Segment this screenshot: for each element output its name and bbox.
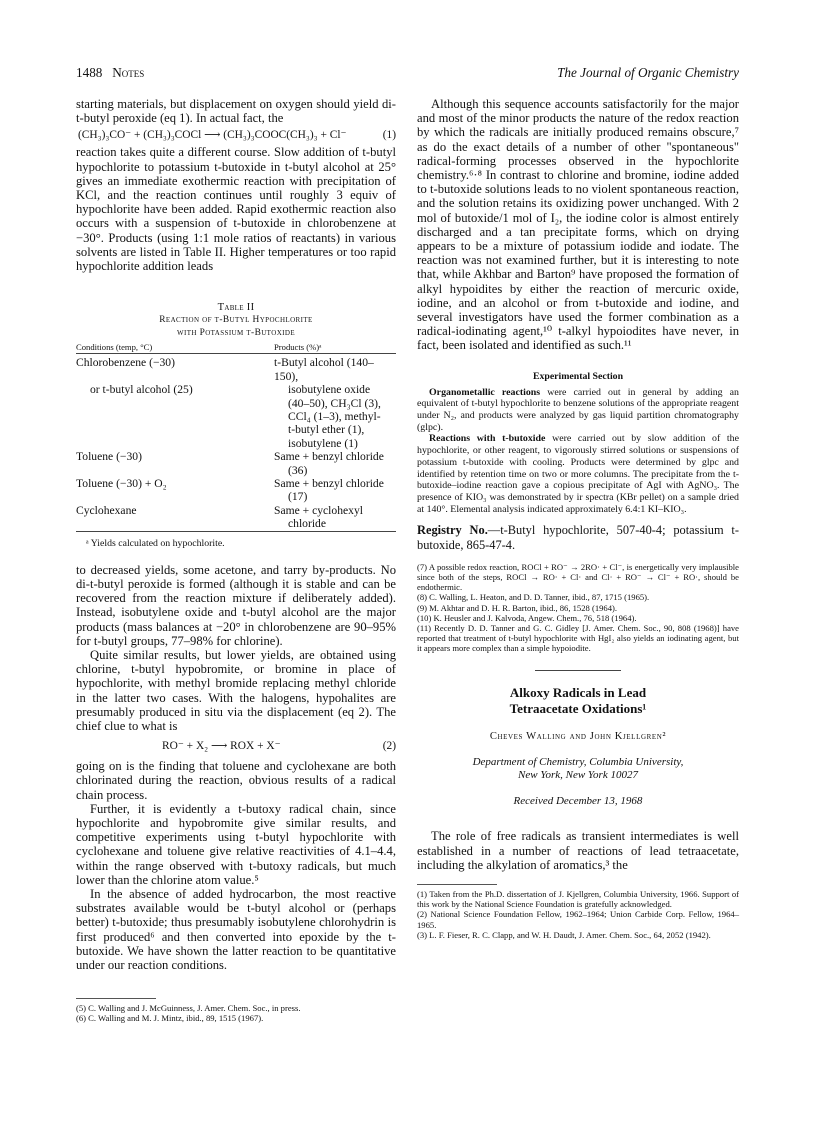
table-cell: Chlorobenzene (−30) [76, 356, 175, 370]
table-row [76, 410, 396, 423]
footnote: (1) Taken from the Ph.D. dissertation of J. Kjellgren, Columbia University, 1966. Support of this work by the National Science Foundation is gratefully acknowledged. [417, 889, 739, 910]
affiliation-line: New York, New York 10027 [518, 769, 638, 782]
table-cell: isobutylene oxide [288, 383, 371, 397]
paragraph: reaction takes quite a different course. Slow addition of t-butyl hypochlorite to potassium t-butoxide in t-butyl alcohol at 25° gives an immediate exothermic reaction with precipitation of KCl, and the reaction continues until roughly 3 equiv of hypochlorite have been added. Rapid exothermic reaction also occurs with a suspension of t-butoxide in chlorobenzene at −30°. Products (using 1:1 mole ratios of reactants) in various solvents are listed in Table II. Higher temperatures or too rapid hypochlorite addition leads [76, 145, 396, 274]
table-cell: chloride [274, 517, 396, 531]
table-cell: Cyclohexane [76, 503, 137, 517]
table-row [76, 356, 396, 383]
equation-1 [76, 128, 396, 142]
table-cell [76, 410, 274, 423]
table-subtitle: Reaction of t-Butyl Hypochlorite [159, 315, 313, 326]
table-row [76, 517, 396, 531]
table-cell: CCl₄ (1–3), methyl- [288, 410, 381, 424]
table-subtitle: with Potassium t-Butoxide [176, 327, 296, 338]
left-column [76, 97, 396, 1024]
table-header-row [76, 342, 396, 354]
table-row [76, 504, 396, 517]
table-title: Table II [217, 302, 255, 314]
table-row [76, 397, 396, 410]
paragraph: starting materials, but displacement on oxygen should yield di-t-butyl peroxide (eq 1). In actual fact, the [76, 97, 396, 126]
table-cell [76, 464, 274, 477]
run-in-heading: Reactions with t-butoxide [429, 433, 546, 445]
table-cell [76, 423, 274, 436]
table-cell: Same + benzyl chloride [274, 450, 384, 464]
registry-numbers [417, 523, 739, 551]
table-cell: Toluene (−30) + O₂ [76, 477, 167, 491]
table-cell [76, 517, 274, 531]
equation-number: (2) [382, 740, 396, 753]
table-cell: (40–50), CH₃Cl (3), [288, 396, 381, 410]
footnote: (5) C. Walling and J. McGuinness, J. Amer. Chem. Soc., in press. [76, 1003, 301, 1014]
article-title-line: Tetraacetate Oxidations¹ [509, 700, 647, 716]
table-footnote: ᵃ Yields calculated on hypochlorite. [86, 537, 225, 549]
equation-text: RO⁻ + X₂ ⟶ ROX + X⁻ [162, 740, 281, 753]
received-date: Received December 13, 1968 [513, 795, 643, 808]
table-column-header: Products (%)ᵃ [274, 342, 322, 353]
affiliation [417, 756, 739, 783]
table-body [76, 356, 396, 531]
table-cell: Same + benzyl chloride [274, 477, 384, 491]
table-row [76, 450, 396, 463]
paragraph-text: were carried out in general by adding an equivalent of t-butyl hypochlorite to benzene solutions of the appropriate reagent under N₂, and products were analyzed by gas liquid partition chromatography (glpc). [417, 386, 739, 433]
table-cell: Toluene (−30) [76, 450, 142, 464]
paragraph-text: were carried out by slow addition of the hypochlorite, or other reagent, to vigorously stirred solutions or suspensions of potassium t-butoxide with cooling. Products were determined by glpc and identified by retention time on two or more columns. The precipitate from the t-butoxide–iodine reaction gave a copious precipitate of AgI with AgNO₃. The presence of KIO₃ was demonstrated by ir spectra (KBr pellet) on a sample dried at 140°. Elemental analysis indicated approximately 6.4:1 KI–KIO₃. [417, 433, 739, 515]
equation-2 [76, 739, 396, 753]
paragraph: The role of free radicals as transient intermediates is well established in a number of reactions of lead tetraacetate, including the alkylation of aromatics,³ the [417, 829, 739, 872]
table-row [76, 490, 396, 503]
table-cell: isobutylene (1) [288, 436, 358, 450]
article-separator [535, 670, 621, 671]
footnote: (10) K. Heusler and J. Kalvoda, Angew. Chem., 76, 518 (1964). [417, 612, 637, 623]
affiliation-line: Department of Chemistry, Columbia University, [472, 755, 684, 768]
footnote: (2) National Science Foundation Fellow, 1962–1964; Union Carbide Corp. Fellow, 1964–1965. [417, 909, 739, 930]
experimental-paragraph [417, 387, 739, 434]
paragraph: Further, it is evidently a t-butoxy radical chain, since hypochlorite and hypobromite give similar results, and competitive experiments using t-butyl hypochlorite with cyclohexane and toluene give relative reactivities of 4.1–4.4, within the range observed with t-butoxy radicals, but much lower than the chlorine atom value.⁵ [76, 801, 396, 887]
footnote: (8) C. Walling, L. Heaton, and D. D. Tanner, ibid., 87, 1715 (1965). [417, 592, 650, 603]
table-cell [76, 490, 274, 503]
table-cell: t-Butyl alcohol (140–150), [274, 356, 374, 383]
table-cell: (36) [288, 463, 308, 477]
paragraph: Quite similar results, but lower yields, are obtained using chlorine, t-butyl hypobromite, or bromine in place of hypochlorite, with methyl bromide replacing methyl chloride in the latter two cases. With the halogens, hypohalites are presumably produced in situ via the displacement (eq 2). The chief clue to what is [76, 647, 396, 733]
equation-text: (CH₃)₃CO⁻ + (CH₃)₃COCl ⟶ (CH₃)₃COOC(CH₃)₃ + Cl⁻ [78, 129, 347, 142]
table-cell: (17) [288, 490, 308, 504]
table-row [76, 423, 396, 436]
paragraph-text: —t-Butyl hypochlorite, 507-40-4; potassium t-butoxide, 865-47-4. [417, 523, 739, 552]
paragraph: to decreased yields, some acetone, and tarry by-products. No di-t-butyl peroxide is formed (although it is stable and can be recovered from the reaction mixture if deliberately added). Instead, isobutylene oxide and t-butyl alcohol are the major products (mass balances at −20° in chlorobenzene are 90–95% for t-butyl groups, 77–98% for chlorine). [76, 562, 396, 648]
table-cell [76, 397, 274, 410]
footnote-block [417, 562, 739, 654]
running-header-right [557, 65, 739, 81]
right-column [417, 97, 739, 940]
section-heading: Experimental Section [532, 370, 624, 382]
paragraph: Although this sequence accounts satisfactorily for the major and most of the minor products the nature of the redox reaction by which the radicals are initially produced remains obscure,⁷ as do the exact details of a number of other "spontaneous" radical-forming processes observed in the hypochlorite chemistry.⁶·⁸ In contrast to chlorine and bromine, iodine added to t-butoxide solutions leads to no violent spontaneous reaction, and the solution retains its oxidizing power unchanged. With 2 mol of butoxide/1 mol of I₂, the iodine color is almost entirely discharged and a tan precipitate forms, which on drying appears to be a mixture of potassium iodide and iodate. The reaction was not examined further, but it is interesting to note that, while Akhbar and Barton⁹ have proposed the formation of alkyl hypoidites by either the reaction of mercuric oxide, iodine, and an alcohol or from t-butoxide and iodine, and several investigators have used the former combination as a radical-iodinating agent,¹⁰ t-alkyl hypoiodites have never, in fact, been isolated and identified as such.¹¹ [417, 97, 739, 353]
equation-number: (1) [382, 129, 396, 142]
table-cell [76, 437, 274, 450]
article-title [417, 685, 739, 717]
footnote: (6) C. Walling and M. J. Mintz, ibid., 89, 1515 (1967). [76, 1013, 264, 1024]
run-in-heading: Registry No. [417, 523, 488, 538]
paragraph: In the absence of added hydrocarbon, the most reactive substrates available would be t-butyl alcohol or (perhaps better) t-butoxide; thus presumably isobutylene chlorohydrin is first produced⁶ and then converted into epoxide by the t-butoxide. We have shown the latter reaction to be quantitative under our reaction conditions. [76, 886, 396, 972]
footnote-divider [76, 998, 156, 999]
table-row [76, 437, 396, 450]
article-authors: Cheves Walling and John Kjellgren² [489, 730, 667, 742]
section-name: Notes [112, 65, 145, 80]
journal-name: The Journal of Organic Chemistry [557, 65, 739, 80]
table-row [76, 464, 396, 477]
table-row [76, 383, 396, 396]
table-cell: or t-butyl alcohol (25) [90, 383, 193, 397]
table-column-header: Conditions (temp, °C) [76, 342, 153, 353]
table-ii [76, 301, 396, 548]
table-cell: Same + cyclohexyl [274, 503, 363, 517]
experimental-paragraph [417, 433, 739, 515]
running-header-left [76, 65, 144, 81]
footnote-divider [417, 884, 497, 885]
run-in-heading: Organometallic reactions [429, 386, 541, 398]
article-title-line: Alkoxy Radicals in Lead [509, 684, 647, 700]
paragraph: going on is the finding that toluene and cyclohexane are both chlorinated during the reaction, obvious results of a radical chain process. [76, 759, 396, 802]
footnote: (7) A possible redox reaction, ROCl + RO⁻ → 2RO· + Cl⁻, is energetically very implausible since both of the steps, ROCl → RO· + Cl· and Cl· + RO⁻ → Cl⁻ + RO·, should be endothermic. [417, 561, 739, 593]
table-cell: t-butyl ether (1), [288, 423, 365, 437]
footnote: (9) M. Akhtar and D. H. R. Barton, ibid., 86, 1528 (1964). [417, 602, 618, 613]
footnote: (3) L. F. Fieser, R. C. Clapp, and W. H. Daudt, J. Amer. Chem. Soc., 64, 2052 (1942). [417, 929, 711, 940]
page-number: 1488 [76, 65, 103, 80]
footnote: (11) Recently D. D. Tanner and G. C. Gidley [J. Amer. Chem. Soc., 90, 808 (1968)] have reported that treatment of t-butyl hypochlorite with HgI₂ also yields an iodinating agent, but it appears more complex than a simple hypoiodite. [417, 623, 739, 654]
table-row [76, 477, 396, 490]
